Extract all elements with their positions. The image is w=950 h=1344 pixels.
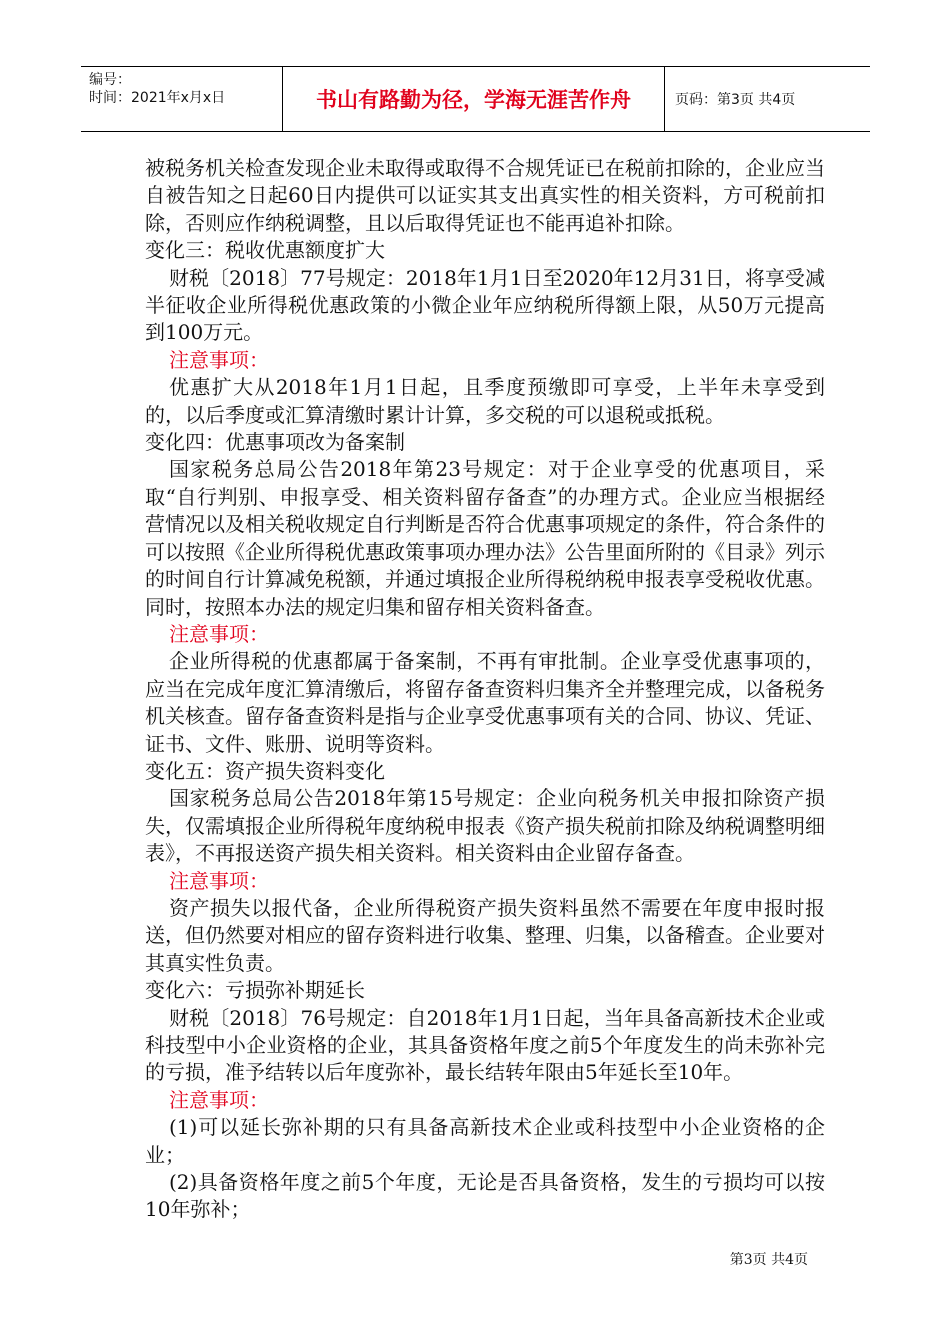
- note-heading: 注意事项：: [169, 1087, 269, 1112]
- note-heading: 注意事项：: [169, 347, 269, 372]
- note-heading: 注意事项：: [169, 621, 269, 646]
- paragraph: 企业所得税的优惠都属于备案制，不再有审批制。企业享受优惠事项的，应当在完成年度汇算清缴后，将留存备查资料归集齐全并整理完成，以备税务机关核查。留存备查资料是指与企业享受优惠事项有关的合同、协议、凭证、证书、文件、账册、说明等资料。: [145, 649, 825, 756]
- paragraph: 国家税务总局公告2018年第23号规定：对于企业享受的优惠项目，采取“自行判别、申报享受、相关资料留存备查”的办理方式。企业应当根据经营情况以及相关税收规定自行判断是否符合优惠事项规定的条件，符合条件的可以按照《企业所得税优惠政策事项办理办法》公告里面所附的《目录》列示的时间自行计算减免税额，并通过填报企业所得税纳税申报表享受税收优惠。同时，按照本办法的规定归集和留存相关资料备查。: [145, 457, 825, 619]
- list-item: (2)具备资格年度之前5个年度，无论是否具备资格，发生的亏损均可以按10年弥补；: [145, 1170, 825, 1222]
- page-header: [81, 66, 870, 132]
- page-footer: 第3页 共4页: [729, 1252, 808, 1268]
- note-heading: 注意事项：: [169, 868, 269, 893]
- section-heading: 变化六：亏损弥补期延长: [145, 978, 365, 1003]
- header-motto: 书山有路勤为径，学海无涯苦作舟: [283, 67, 665, 131]
- paragraph: 被税务机关检查发现企业未取得或取得不合规凭证已在税前扣除的，企业应当自被告知之日起60日内提供可以证实其支出真实性的相关资料，方可税前扣除，否则应作纳税调整，且以后取得凭证也不能再追补扣除。: [145, 156, 825, 235]
- paragraph: 财税〔2018〕77号规定：2018年1月1日至2020年12月31日，将享受减半征收企业所得税优惠政策的小微企业年应纳税所得额上限，从50万元提高到100万元。: [145, 265, 825, 345]
- paragraph: 优惠扩大从2018年1月1日起，且季度预缴即可享受，上半年未享受到的，以后季度或汇算清缴时累计计算，多交税的可以退税或抵税。: [145, 375, 825, 427]
- document-body: [145, 155, 825, 1224]
- number-label: 编号：: [89, 72, 131, 88]
- section-heading: 变化三：税收优惠额度扩大: [145, 238, 385, 263]
- header-page-label: 页码：第3页 共4页: [675, 92, 796, 108]
- section-heading: 变化五：资产损失资料变化: [145, 758, 385, 783]
- list-item: (1)可以延长弥补期的只有具备高新技术企业或科技型中小企业资格的企业；: [145, 1115, 825, 1167]
- time-label: 时间：2021年x月x日: [89, 90, 226, 106]
- section-heading: 变化四：优惠事项改为备案制: [145, 430, 405, 455]
- paragraph: 资产损失以报代备，企业所得税资产损失资料虽然不需要在年度申报时报送，但仍然要对相应的留存资料进行收集、整理、归集，以备稽查。企业要对其真实性负责。: [145, 895, 825, 975]
- paragraph: 财税〔2018〕76号规定：自2018年1月1日起，当年具备高新技术企业或科技型中小企业资格的企业，其具备资格年度之前5个年度发生的尚未弥补完的亏损，准予结转以后年度弥补，最长结转年限由5年延长至10年。: [145, 1005, 825, 1085]
- paragraph: 国家税务总局公告2018年第15号规定：企业向税务机关申报扣除资产损失，仅需填报企业所得税年度纳税申报表《资产损失税前扣除及纳税调整明细表》，不再报送资产损失相关资料。相关资料由企业留存备查。: [145, 786, 825, 866]
- header-meta: [81, 67, 283, 131]
